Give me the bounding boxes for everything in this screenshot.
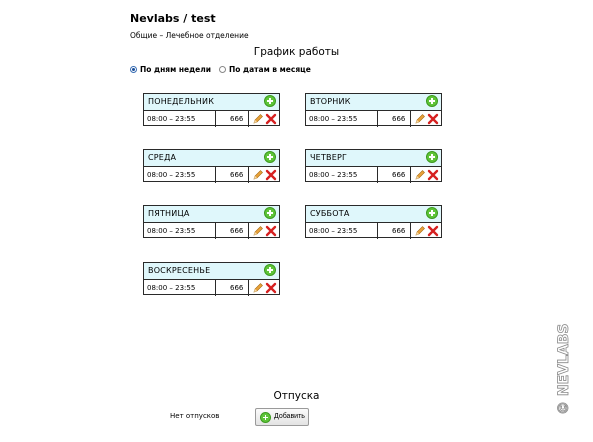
day-card-wednesday bbox=[143, 149, 280, 182]
breadcrumb: Общие – Лечебное отделение bbox=[130, 31, 249, 40]
schedule-mode-group bbox=[130, 65, 311, 74]
shift-row bbox=[144, 111, 279, 127]
cross-icon[interactable] bbox=[427, 113, 439, 125]
shift-row bbox=[144, 223, 279, 239]
day-header bbox=[306, 94, 441, 111]
page-title: Nevlabs / test bbox=[130, 12, 216, 25]
schedule-title: График работы bbox=[253, 46, 340, 58]
cross-icon[interactable] bbox=[427, 225, 439, 237]
shift-code: 666 bbox=[230, 227, 244, 235]
shift-row bbox=[306, 111, 441, 127]
nevlabs-watermark bbox=[552, 322, 574, 417]
day-name: ПЯТНИЦА bbox=[148, 209, 190, 218]
add-shift-icon[interactable] bbox=[426, 207, 438, 219]
shift-time: 08:00 – 23:55 bbox=[309, 115, 358, 123]
no-vacations-text: Нет отпусков bbox=[170, 412, 220, 420]
add-shift-icon[interactable] bbox=[264, 151, 276, 163]
day-name: ПОНЕДЕЛЬНИК bbox=[148, 97, 215, 106]
pencil-icon[interactable] bbox=[252, 225, 264, 237]
day-card-saturday bbox=[305, 205, 442, 238]
day-name: СУББОТА bbox=[310, 209, 350, 218]
cross-icon[interactable] bbox=[265, 282, 277, 294]
add-shift-icon[interactable] bbox=[264, 207, 276, 219]
day-card-friday bbox=[143, 205, 280, 238]
watermark-text: © NEVLABS bbox=[556, 323, 572, 415]
day-name: СРЕДА bbox=[148, 153, 177, 162]
vacations-title: Отпуска bbox=[273, 390, 320, 402]
add-vacation-button[interactable] bbox=[255, 408, 309, 426]
cross-icon[interactable] bbox=[265, 113, 277, 125]
shift-code: 666 bbox=[230, 115, 244, 123]
cross-icon[interactable] bbox=[427, 169, 439, 181]
shift-time: 08:00 – 23:55 bbox=[147, 227, 196, 235]
mode-by-month-dates-label: По датам в месяце bbox=[229, 65, 311, 74]
day-header bbox=[306, 206, 441, 223]
day-name: ЧЕТВЕРГ bbox=[310, 153, 348, 162]
shift-time: 08:00 – 23:55 bbox=[147, 171, 196, 179]
day-card-monday bbox=[143, 93, 280, 126]
pencil-icon[interactable] bbox=[414, 169, 426, 181]
add-vacation-label: Добавить bbox=[274, 413, 305, 420]
add-shift-icon[interactable] bbox=[264, 264, 276, 276]
mode-by-month-dates[interactable] bbox=[219, 65, 311, 74]
pencil-icon[interactable] bbox=[252, 282, 264, 294]
mode-by-weekday-label: По дням недели bbox=[140, 65, 211, 74]
mode-by-weekday[interactable] bbox=[130, 65, 211, 74]
shift-time: 08:00 – 23:55 bbox=[147, 115, 196, 123]
shift-code: 666 bbox=[392, 115, 406, 123]
plus-circle-icon bbox=[260, 412, 271, 423]
shift-row bbox=[144, 280, 279, 296]
pencil-icon[interactable] bbox=[414, 225, 426, 237]
day-card-sunday bbox=[143, 262, 280, 295]
shift-code: 666 bbox=[230, 171, 244, 179]
day-card-tuesday bbox=[305, 93, 442, 126]
add-shift-icon[interactable] bbox=[426, 95, 438, 107]
day-name: ВОСКРЕСЕНЬЕ bbox=[148, 266, 211, 275]
day-header bbox=[144, 206, 279, 223]
shift-time: 08:00 – 23:55 bbox=[309, 171, 358, 179]
cross-icon[interactable] bbox=[265, 225, 277, 237]
cross-icon[interactable] bbox=[265, 169, 277, 181]
shift-row bbox=[306, 223, 441, 239]
shift-code: 666 bbox=[230, 284, 244, 292]
add-shift-icon[interactable] bbox=[426, 151, 438, 163]
pencil-icon[interactable] bbox=[252, 113, 264, 125]
shift-row bbox=[306, 167, 441, 183]
shift-time: 08:00 – 23:55 bbox=[309, 227, 358, 235]
day-card-thursday bbox=[305, 149, 442, 182]
shift-time: 08:00 – 23:55 bbox=[147, 284, 196, 292]
day-header bbox=[144, 263, 279, 280]
shift-row bbox=[144, 167, 279, 183]
day-name: ВТОРНИК bbox=[310, 97, 351, 106]
radio-weekday[interactable] bbox=[130, 66, 137, 73]
day-header bbox=[144, 150, 279, 167]
day-header bbox=[306, 150, 441, 167]
add-shift-icon[interactable] bbox=[264, 95, 276, 107]
pencil-icon[interactable] bbox=[414, 113, 426, 125]
day-header bbox=[144, 94, 279, 111]
shift-code: 666 bbox=[392, 171, 406, 179]
shift-code: 666 bbox=[392, 227, 406, 235]
pencil-icon[interactable] bbox=[252, 169, 264, 181]
radio-month-dates[interactable] bbox=[219, 66, 226, 73]
